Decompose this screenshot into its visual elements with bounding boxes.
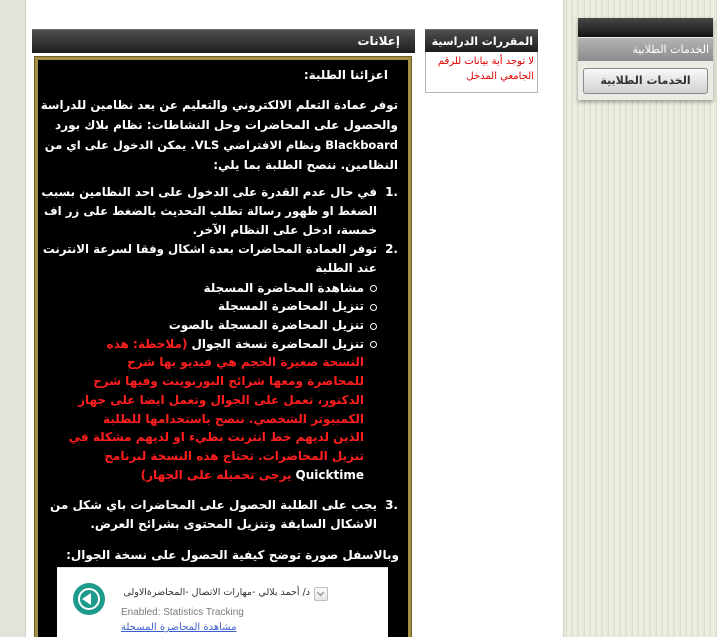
item-line: عند الطلبة (315, 261, 377, 275)
example-screenshot (57, 567, 388, 637)
bullet-marker (370, 285, 377, 292)
list-item-1 (40, 183, 398, 240)
mobile-note-line: النسخة صغيرة الحجم هي فيديو بها شرح (127, 355, 364, 370)
item-text (40, 183, 377, 240)
example-lecture-title: د/ أحمد بلالي -مهارات الاتصال -المحاضرةالاولى (123, 587, 310, 598)
student-services-title-bar (578, 38, 713, 61)
item-number: 1. (385, 185, 398, 199)
back-arrow-icon (73, 583, 105, 615)
intro-paragraph (40, 95, 398, 175)
format-item (40, 335, 398, 354)
chevron-down-icon (314, 587, 328, 601)
item-line: الضغط او ظهور رسالة تطلب التحديث بالضغط على زر اف (44, 204, 377, 218)
format-item (40, 297, 398, 316)
quicktime-app-name: Quicktime (295, 467, 364, 482)
student-services-top-bar (578, 18, 713, 37)
intro-line: النظامين. ننصح الطلبة بما يلي: (213, 158, 398, 172)
bullet-marker (370, 341, 377, 348)
courses-title: المقررات الدراسية (431, 35, 533, 48)
courses-body (425, 52, 538, 93)
courses-header (425, 29, 538, 52)
announcements-title: إعلانات (357, 34, 400, 48)
format-label: مشاهدة المحاضرة المسجلة (203, 280, 364, 295)
item-line: خمسة، ادخل على النظام الآخر. (192, 223, 377, 237)
bullet-marker (370, 304, 377, 311)
mobile-note-opening: (ملاحظة: هذه (106, 336, 188, 351)
mobile-note-line: تنزيل المحاضرات. تحتاج هذه النسخة لبرنامج (104, 448, 364, 463)
format-label: تنزيل المحاضرة المسجلة بالصوت (168, 318, 364, 332)
icon-arrow (82, 593, 91, 605)
item-number: 2. (385, 242, 398, 256)
item-number: 3. (385, 497, 398, 512)
item-text (40, 240, 377, 278)
announcements-panel (32, 29, 415, 637)
image-caption: وبالاسفل صورة توضح كيفية الحصول على نسخة الجوال: (66, 547, 399, 562)
left-margin (0, 0, 26, 637)
mobile-note-last-line (40, 466, 364, 485)
intro-line: توفر عمادة التعلم الالكتروني والتعليم عن بعد نظامين للدراسة (40, 98, 398, 112)
courses-panel (425, 29, 538, 93)
format-item (40, 316, 398, 335)
item-line: الاشكال السابقة وتنزيل المحتوى بشرائح العرض. (90, 516, 377, 531)
mobile-note-line: الكمبيوتر الشخصي. ننصح باستخدامها للطلبة (103, 411, 364, 426)
chevron-glyph (317, 589, 324, 596)
list-item-3 (40, 496, 398, 534)
item-line: يجب على الطلبة الحصول على المحاضرات باي شكل من (50, 497, 377, 512)
bullet-marker (370, 323, 377, 330)
list-item-2 (40, 240, 398, 278)
mobile-note-line: للمحاضرة ومعها شرائح البوربوينت وفيها شرح (93, 374, 364, 389)
intro-line: Blackboard ونظام الافتراضي VLS. يمكن الدخول على اي من (44, 138, 398, 152)
intro-line: والحصول على المحاضرات وحل النشاطات: نظام بلاك بورد (55, 118, 398, 132)
mobile-note-line: الذين لديهم خط انترنت بطيء او لديهم مشكلة في (68, 430, 364, 445)
item-line: في حال عدم القدرة على الدخول على احد النظامين بسبب (41, 185, 377, 199)
numbered-list (40, 183, 398, 278)
example-view-link: مشاهدة المحاضرة المسجلة (121, 622, 237, 633)
item-line: توفر العمادة المحاضرات بعدة اشكال وفقا لسرعة الانترنت (42, 242, 377, 256)
mobile-note-line: الدكتور، تعمل على الجوال وتعمل ايضا على جهاز (78, 392, 364, 407)
announcements-header (32, 29, 415, 53)
format-label: تنزيل المحاضرة نسخة الجوال (191, 336, 364, 351)
format-item (40, 279, 398, 298)
example-status: Enabled: Statistics Tracking (121, 607, 244, 618)
lecture-formats-list (40, 279, 398, 485)
greeting: اعزائنا الطلبة: (303, 68, 388, 82)
mobile-note-closing: يرجى تحميله على الجهاز) (140, 467, 292, 482)
format-line (40, 335, 364, 354)
courses-message-line: الجامعي المدخل (466, 71, 534, 82)
student-services-title: الخدمات الطلابية (632, 43, 709, 56)
announcement-board (35, 57, 411, 637)
format-label: تنزيل المحاضرة المسجلة (217, 299, 364, 314)
student-services-panel (578, 18, 713, 100)
student-services-button[interactable]: الخدمات الطلابية (583, 68, 708, 94)
item-text (40, 496, 377, 534)
courses-message-line: لا توجد أية بيانات للرقم (437, 56, 534, 67)
